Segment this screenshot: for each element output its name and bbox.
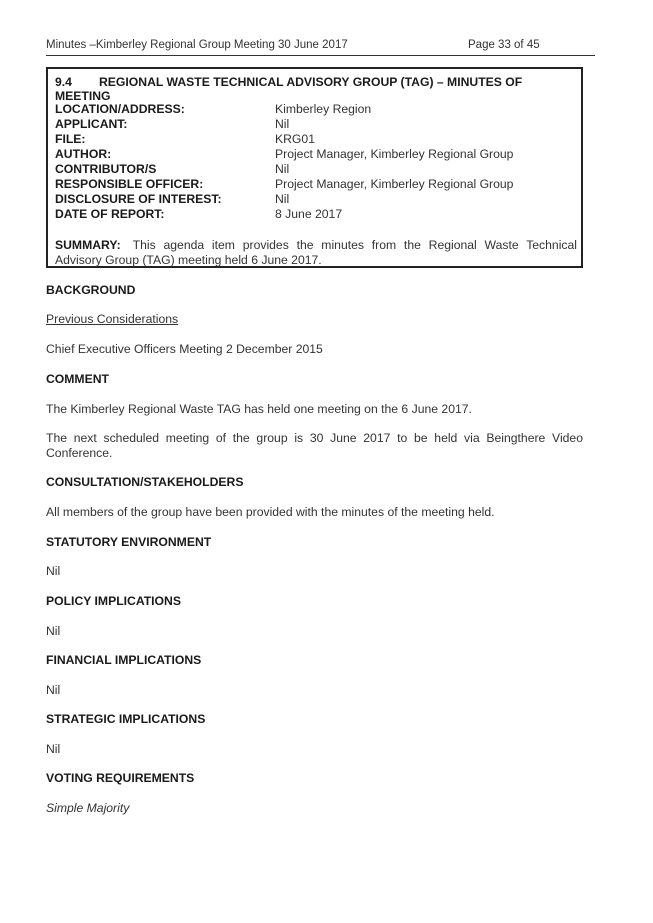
strategic-heading: STRATEGIC IMPLICATIONS: [46, 712, 206, 726]
agenda-item-box: [46, 67, 583, 268]
field-value: KRG01: [275, 132, 315, 146]
agenda-item-number: 9.4: [55, 75, 72, 89]
statutory-heading: STATUTORY ENVIRONMENT: [46, 535, 212, 549]
field-value: 8 June 2017: [275, 207, 343, 221]
consultation-text: All members of the group have been provided with the minutes of the meeting held.: [46, 505, 495, 519]
statutory-text: Nil: [46, 564, 61, 578]
field-label: AUTHOR:: [55, 147, 112, 161]
financial-heading: FINANCIAL IMPLICATIONS: [46, 653, 202, 667]
header-page-number: Page 33 of 45: [468, 39, 540, 51]
field-value: Nil: [275, 192, 290, 206]
voting-heading: VOTING REQUIREMENTS: [46, 771, 195, 785]
summary-label: SUMMARY:: [55, 238, 121, 252]
field-value: Project Manager, Kimberley Regional Group: [275, 147, 514, 161]
previous-considerations-text: Chief Executive Officers Meeting 2 December 2015: [46, 342, 323, 356]
comment-heading: COMMENT: [46, 372, 109, 386]
field-value: Nil: [275, 117, 290, 131]
page-header: [46, 38, 595, 56]
field-label: RESPONSIBLE OFFICER:: [55, 177, 204, 191]
field-label: DATE OF REPORT:: [55, 207, 165, 221]
strategic-text: Nil: [46, 742, 61, 756]
field-value: Kimberley Region: [275, 102, 372, 116]
comment-paragraph-1: The Kimberley Regional Waste TAG has held one meeting on the 6 June 2017.: [46, 402, 472, 416]
policy-heading: POLICY IMPLICATIONS: [46, 594, 181, 608]
field-label: LOCATION/ADDRESS:: [55, 102, 185, 116]
agenda-item-title: [55, 75, 581, 103]
background-heading: BACKGROUND: [46, 283, 136, 297]
field-label: FILE:: [55, 132, 86, 146]
field-label: APPLICANT:: [55, 117, 128, 131]
summary: [55, 238, 577, 268]
agenda-item-title-text: REGIONAL WASTE TECHNICAL ADVISORY GROUP (TAG) – MINUTES OF MEETING: [55, 75, 523, 103]
voting-text: Simple Majority: [46, 801, 130, 815]
field-value: Project Manager, Kimberley Regional Group: [275, 177, 514, 191]
field-label: DISCLOSURE OF INTEREST:: [55, 192, 222, 206]
field-value: Nil: [275, 162, 290, 176]
summary-text: This agenda item provides the minutes from the Regional Waste Technical Advisory Group (TAG) meeting held 6 June 2017.: [55, 238, 577, 267]
field-label: CONTRIBUTOR/S: [55, 162, 157, 176]
consultation-heading: CONSULTATION/STAKEHOLDERS: [46, 475, 244, 489]
comment-paragraph-2: The next scheduled meeting of the group is 30 June 2017 to be held via Beingthere Video Conference.: [46, 431, 583, 460]
header-meeting-title: Minutes –Kimberley Regional Group Meeting 30 June 2017: [46, 39, 348, 51]
previous-considerations-subheading: Previous Considerations: [46, 312, 179, 326]
financial-text: Nil: [46, 683, 61, 697]
policy-text: Nil: [46, 624, 61, 638]
